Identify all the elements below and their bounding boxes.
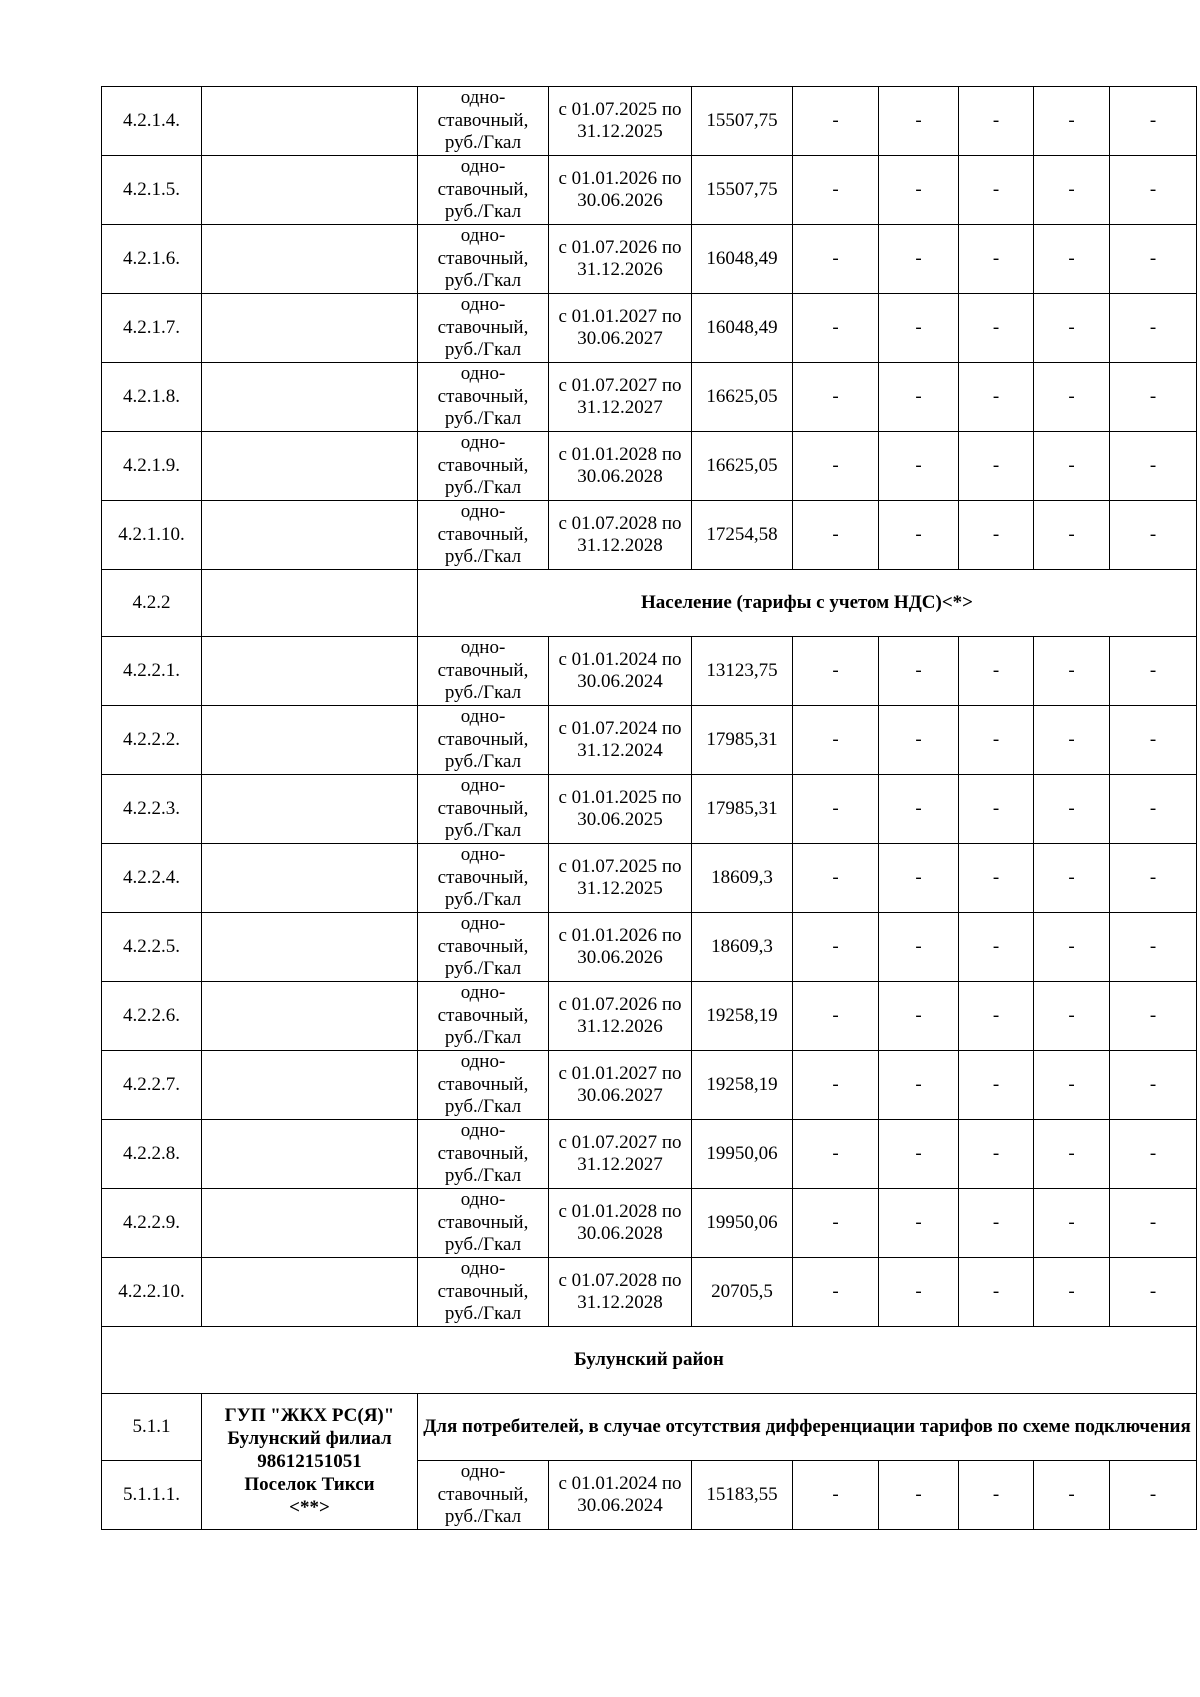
empty-value-dash: - xyxy=(1110,1258,1197,1327)
empty-value-dash: - xyxy=(1034,913,1110,982)
row-code: 4.2.2.3. xyxy=(102,775,202,844)
empty-value-dash: - xyxy=(1110,1120,1197,1189)
empty-value-dash: - xyxy=(959,637,1034,706)
table-row xyxy=(102,1189,1197,1258)
validity-period: с 01.07.2028 по 31.12.2028 xyxy=(549,1258,692,1327)
section-title: Для потребителей, в случае отсутствия дифференциации тарифов по схеме подключения xyxy=(418,1394,1197,1461)
validity-period: с 01.07.2028 по 31.12.2028 xyxy=(549,501,692,570)
empty-value-dash: - xyxy=(793,1461,879,1530)
empty-value-dash: - xyxy=(959,1461,1034,1530)
organization-cell-empty xyxy=(202,982,418,1051)
validity-period: с 01.07.2026 по 31.12.2026 xyxy=(549,225,692,294)
empty-value-dash: - xyxy=(1034,432,1110,501)
empty-value-dash: - xyxy=(879,1120,959,1189)
empty-value-dash: - xyxy=(959,775,1034,844)
validity-period: с 01.01.2026 по 30.06.2026 xyxy=(549,913,692,982)
table-row xyxy=(102,225,1197,294)
tariff-value: 19950,06 xyxy=(692,1120,793,1189)
validity-period: с 01.01.2026 по 30.06.2026 xyxy=(549,156,692,225)
empty-value-dash: - xyxy=(879,844,959,913)
table-row xyxy=(102,294,1197,363)
rate-type: одно-ставочный, руб./Гкал xyxy=(418,982,549,1051)
organization-name xyxy=(202,1394,418,1530)
empty-value-dash: - xyxy=(959,432,1034,501)
tariff-value: 18609,3 xyxy=(692,844,793,913)
validity-period: с 01.01.2024 по 30.06.2024 xyxy=(549,1461,692,1530)
row-code: 4.2.2.10. xyxy=(102,1258,202,1327)
empty-value-dash: - xyxy=(1034,156,1110,225)
rate-type: одно-ставочный, руб./Гкал xyxy=(418,87,549,156)
rate-type: одно-ставочный, руб./Гкал xyxy=(418,294,549,363)
validity-period: с 01.07.2027 по 31.12.2027 xyxy=(549,363,692,432)
empty-value-dash: - xyxy=(1110,913,1197,982)
row-code: 4.2.2.6. xyxy=(102,982,202,1051)
rate-type: одно-ставочный, руб./Гкал xyxy=(418,637,549,706)
empty-value-dash: - xyxy=(793,156,879,225)
empty-value-dash: - xyxy=(1034,1461,1110,1530)
tariff-value: 17254,58 xyxy=(692,501,793,570)
empty-value-dash: - xyxy=(1034,1120,1110,1189)
empty-value-dash: - xyxy=(959,87,1034,156)
table-row xyxy=(102,432,1197,501)
rate-type: одно-ставочный, руб./Гкал xyxy=(418,225,549,294)
empty-value-dash: - xyxy=(793,432,879,501)
organization-name-line: ГУП "ЖКХ РС(Я)" xyxy=(224,1405,395,1426)
empty-value-dash: - xyxy=(959,982,1034,1051)
row-code: 5.1.1.1. xyxy=(102,1461,202,1530)
organization-cell-empty xyxy=(202,1189,418,1258)
section-code: 5.1.1 xyxy=(102,1394,202,1461)
empty-value-dash: - xyxy=(793,844,879,913)
section-row xyxy=(102,570,1197,637)
tariff-table-body xyxy=(102,87,1197,1530)
tariff-value: 19258,19 xyxy=(692,1051,793,1120)
organization-cell-empty xyxy=(202,225,418,294)
empty-value-dash: - xyxy=(879,982,959,1051)
empty-value-dash: - xyxy=(793,363,879,432)
organization-cell-empty xyxy=(202,156,418,225)
row-code: 4.2.1.10. xyxy=(102,501,202,570)
rate-type: одно-ставочный, руб./Гкал xyxy=(418,363,549,432)
validity-period: с 01.01.2025 по 30.06.2025 xyxy=(549,775,692,844)
empty-value-dash: - xyxy=(879,87,959,156)
organization-cell-empty xyxy=(202,501,418,570)
validity-period: с 01.01.2028 по 30.06.2028 xyxy=(549,1189,692,1258)
tariff-value: 16048,49 xyxy=(692,225,793,294)
table-row xyxy=(102,913,1197,982)
validity-period: с 01.07.2026 по 31.12.2026 xyxy=(549,982,692,1051)
table-row xyxy=(102,706,1197,775)
empty-value-dash: - xyxy=(793,225,879,294)
table-row xyxy=(102,637,1197,706)
empty-value-dash: - xyxy=(959,156,1034,225)
validity-period: с 01.07.2025 по 31.12.2025 xyxy=(549,844,692,913)
organization-cell-empty xyxy=(202,1258,418,1327)
empty-value-dash: - xyxy=(1110,432,1197,501)
organization-cell-empty xyxy=(202,637,418,706)
empty-value-dash: - xyxy=(959,1189,1034,1258)
empty-value-dash: - xyxy=(879,775,959,844)
empty-value-dash: - xyxy=(1110,775,1197,844)
empty-value-dash: - xyxy=(959,363,1034,432)
tariff-value: 19950,06 xyxy=(692,1189,793,1258)
table-row xyxy=(102,844,1197,913)
empty-value-dash: - xyxy=(1110,706,1197,775)
tariff-value: 18609,3 xyxy=(692,913,793,982)
rate-type: одно-ставочный, руб./Гкал xyxy=(418,1120,549,1189)
empty-value-dash: - xyxy=(879,706,959,775)
empty-value-dash: - xyxy=(879,637,959,706)
district-row xyxy=(102,1327,1197,1394)
empty-value-dash: - xyxy=(1110,1461,1197,1530)
empty-value-dash: - xyxy=(1034,501,1110,570)
organization-name-line: Поселок Тикси xyxy=(244,1474,375,1495)
empty-value-dash: - xyxy=(879,1189,959,1258)
empty-value-dash: - xyxy=(1034,982,1110,1051)
validity-period: с 01.07.2025 по 31.12.2025 xyxy=(549,87,692,156)
empty-value-dash: - xyxy=(793,982,879,1051)
tariff-value: 19258,19 xyxy=(692,982,793,1051)
row-code: 4.2.1.7. xyxy=(102,294,202,363)
rate-type: одно-ставочный, руб./Гкал xyxy=(418,1461,549,1530)
empty-value-dash: - xyxy=(959,1120,1034,1189)
row-code: 4.2.2.5. xyxy=(102,913,202,982)
empty-value-dash: - xyxy=(959,844,1034,913)
empty-value-dash: - xyxy=(1034,1051,1110,1120)
validity-period: с 01.01.2027 по 30.06.2027 xyxy=(549,294,692,363)
row-code: 4.2.1.5. xyxy=(102,156,202,225)
empty-value-dash: - xyxy=(879,1258,959,1327)
empty-value-dash: - xyxy=(879,294,959,363)
empty-value-dash: - xyxy=(793,637,879,706)
empty-value-dash: - xyxy=(1110,1189,1197,1258)
empty-value-dash: - xyxy=(1110,844,1197,913)
row-code: 4.2.1.9. xyxy=(102,432,202,501)
empty-value-dash: - xyxy=(959,294,1034,363)
organization-cell-empty xyxy=(202,1120,418,1189)
empty-value-dash: - xyxy=(879,501,959,570)
empty-value-dash: - xyxy=(1034,1189,1110,1258)
tariff-value: 16625,05 xyxy=(692,363,793,432)
tariff-table xyxy=(101,86,1197,1530)
section-code: 4.2.2 xyxy=(102,570,202,637)
rate-type: одно-ставочный, руб./Гкал xyxy=(418,913,549,982)
rate-type: одно-ставочный, руб./Гкал xyxy=(418,1051,549,1120)
table-row xyxy=(102,87,1197,156)
empty-value-dash: - xyxy=(1034,225,1110,294)
empty-value-dash: - xyxy=(1110,1051,1197,1120)
empty-value-dash: - xyxy=(793,87,879,156)
empty-value-dash: - xyxy=(793,1051,879,1120)
empty-value-dash: - xyxy=(1110,87,1197,156)
empty-value-dash: - xyxy=(793,294,879,363)
table-row xyxy=(102,1258,1197,1327)
organization-cell-empty xyxy=(202,844,418,913)
row-code: 4.2.1.6. xyxy=(102,225,202,294)
table-row xyxy=(102,1051,1197,1120)
empty-value-dash: - xyxy=(879,1051,959,1120)
table-row xyxy=(102,982,1197,1051)
tariff-value: 15507,75 xyxy=(692,156,793,225)
organization-name-line: <**> xyxy=(289,1497,330,1518)
organization-cell-empty xyxy=(202,87,418,156)
empty-value-dash: - xyxy=(1034,1258,1110,1327)
row-code: 4.2.2.2. xyxy=(102,706,202,775)
organization-name-line: Булунский филиал xyxy=(227,1428,392,1449)
rate-type: одно-ставочный, руб./Гкал xyxy=(418,775,549,844)
organization-cell-empty xyxy=(202,913,418,982)
organization-cell-empty xyxy=(202,706,418,775)
table-row xyxy=(102,775,1197,844)
empty-value-dash: - xyxy=(1034,844,1110,913)
organization-cell-empty xyxy=(202,570,418,637)
tariff-value: 17985,31 xyxy=(692,775,793,844)
organization-cell-empty xyxy=(202,294,418,363)
empty-value-dash: - xyxy=(879,1461,959,1530)
organization-name-line: 98612151051 xyxy=(257,1451,362,1472)
rate-type: одно-ставочный, руб./Гкал xyxy=(418,1258,549,1327)
tariff-value: 16625,05 xyxy=(692,432,793,501)
validity-period: с 01.01.2028 по 30.06.2028 xyxy=(549,432,692,501)
validity-period: с 01.01.2027 по 30.06.2027 xyxy=(549,1051,692,1120)
table-row xyxy=(102,363,1197,432)
rate-type: одно-ставочный, руб./Гкал xyxy=(418,432,549,501)
empty-value-dash: - xyxy=(1110,225,1197,294)
empty-value-dash: - xyxy=(879,225,959,294)
tariff-value: 15183,55 xyxy=(692,1461,793,1530)
rate-type: одно-ставочный, руб./Гкал xyxy=(418,706,549,775)
tariff-value: 16048,49 xyxy=(692,294,793,363)
empty-value-dash: - xyxy=(793,501,879,570)
table-row xyxy=(102,501,1197,570)
validity-period: с 01.01.2024 по 30.06.2024 xyxy=(549,637,692,706)
empty-value-dash: - xyxy=(1034,87,1110,156)
empty-value-dash: - xyxy=(1110,637,1197,706)
district-title: Булунский район xyxy=(102,1327,1197,1394)
table-row xyxy=(102,1120,1197,1189)
organization-cell-empty xyxy=(202,1051,418,1120)
empty-value-dash: - xyxy=(959,913,1034,982)
organization-cell-empty xyxy=(202,432,418,501)
empty-value-dash: - xyxy=(1110,294,1197,363)
empty-value-dash: - xyxy=(879,913,959,982)
row-code: 4.2.2.7. xyxy=(102,1051,202,1120)
empty-value-dash: - xyxy=(793,706,879,775)
rate-type: одно-ставочный, руб./Гкал xyxy=(418,1189,549,1258)
section-title: Население (тарифы с учетом НДС)<*> xyxy=(418,570,1197,637)
row-code: 4.2.2.1. xyxy=(102,637,202,706)
row-code: 4.2.2.4. xyxy=(102,844,202,913)
rate-type: одно-ставочный, руб./Гкал xyxy=(418,501,549,570)
empty-value-dash: - xyxy=(879,363,959,432)
empty-value-dash: - xyxy=(959,225,1034,294)
tariff-value: 20705,5 xyxy=(692,1258,793,1327)
empty-value-dash: - xyxy=(959,706,1034,775)
empty-value-dash: - xyxy=(1110,156,1197,225)
row-code: 4.2.2.8. xyxy=(102,1120,202,1189)
empty-value-dash: - xyxy=(959,501,1034,570)
empty-value-dash: - xyxy=(793,913,879,982)
organization-cell-empty xyxy=(202,363,418,432)
empty-value-dash: - xyxy=(793,1120,879,1189)
empty-value-dash: - xyxy=(1110,982,1197,1051)
rate-type: одно-ставочный, руб./Гкал xyxy=(418,844,549,913)
tariff-value: 13123,75 xyxy=(692,637,793,706)
table-row xyxy=(102,156,1197,225)
empty-value-dash: - xyxy=(1110,363,1197,432)
empty-value-dash: - xyxy=(959,1051,1034,1120)
empty-value-dash: - xyxy=(1034,637,1110,706)
empty-value-dash: - xyxy=(793,1189,879,1258)
empty-value-dash: - xyxy=(1034,706,1110,775)
validity-period: с 01.07.2027 по 31.12.2027 xyxy=(549,1120,692,1189)
empty-value-dash: - xyxy=(1034,775,1110,844)
empty-value-dash: - xyxy=(1110,501,1197,570)
empty-value-dash: - xyxy=(959,1258,1034,1327)
empty-value-dash: - xyxy=(879,156,959,225)
tariff-value: 17985,31 xyxy=(692,706,793,775)
empty-value-dash: - xyxy=(1034,294,1110,363)
section-row xyxy=(102,1394,1197,1461)
row-code: 4.2.1.8. xyxy=(102,363,202,432)
empty-value-dash: - xyxy=(1034,363,1110,432)
empty-value-dash: - xyxy=(793,1258,879,1327)
organization-cell-empty xyxy=(202,775,418,844)
empty-value-dash: - xyxy=(879,432,959,501)
empty-value-dash: - xyxy=(793,775,879,844)
row-code: 4.2.1.4. xyxy=(102,87,202,156)
row-code: 4.2.2.9. xyxy=(102,1189,202,1258)
rate-type: одно-ставочный, руб./Гкал xyxy=(418,156,549,225)
tariff-value: 15507,75 xyxy=(692,87,793,156)
validity-period: с 01.07.2024 по 31.12.2024 xyxy=(549,706,692,775)
